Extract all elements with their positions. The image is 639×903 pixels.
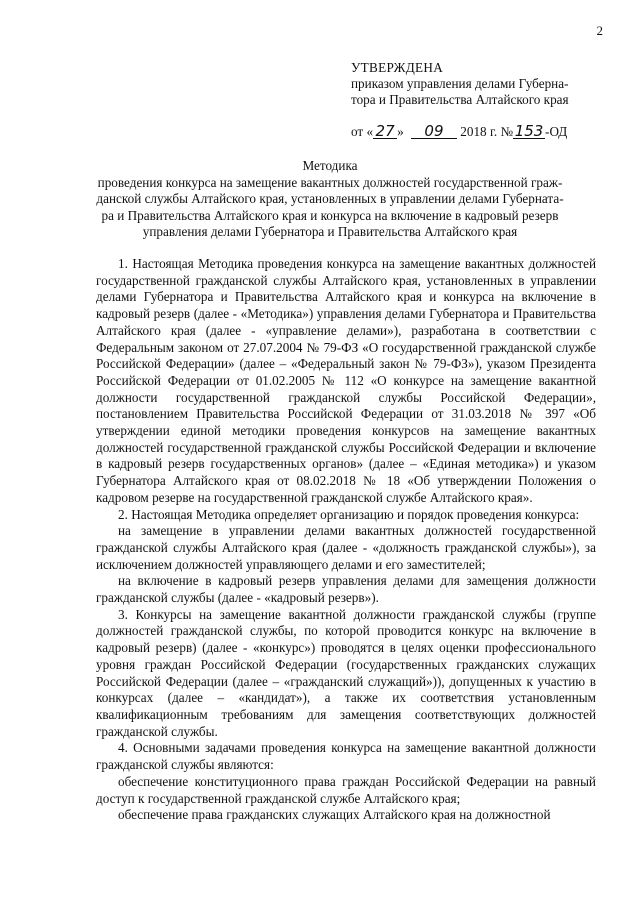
paragraph: 2. Настоящая Методика определяет организацию и порядок проведения конкурса:	[118, 506, 580, 522]
page-number: 2	[596, 23, 603, 38]
approval-title: УТВЕРЖДЕНА	[351, 60, 444, 75]
document-title	[60, 158, 600, 241]
date-prefix: от «	[351, 124, 374, 139]
paragraph: 4. Основными задачами проведения конкурса на замещение вакантной должности гражданской службы являются:	[96, 740, 596, 773]
title-line-1: Методика	[302, 158, 358, 173]
date-year: 2018 г. №	[460, 124, 514, 139]
paragraph: на замещение в управлении делами вакантных должностей государственной гражданской службы Алтайского края (далее - «должность гражданской службы»), за исключением должностей управляющего делами и его заместителей;	[96, 523, 596, 572]
approval-line-2: тора и Правительства Алтайского края	[351, 92, 569, 107]
paragraph: обеспечение права гражданских служащих Алтайского края на должностной	[118, 807, 551, 823]
paragraph: обеспечение конституционного права граждан Российской Федерации на равный доступ к государственной гражданской службе Алтайского края;	[96, 773, 596, 806]
paragraph: 3. Конкурсы на замещение вакантной должности гражданской службы (группе должностей гражданской службы, по которой проводится конкурс на включение в кадровый резерв) (далее - «конкурс») проводятся в целях оценки профессионального уровня граждан Российской Федерации (государственных гражданских служащих Российской Федерации (далее – «гражданский служащий»)), допущенных к участию в конкурсах (далее – «кандидат»), а также их соответствия установленным квалификационным требованиям для замещения соответствующих должностей гражданской службы.	[96, 606, 596, 739]
title-line-2: проведения конкурса на замещение вакантных должностей государственной граж-	[97, 174, 563, 190]
paragraph: 1. Настоящая Методика проведения конкурса на замещение вакантных должностей государственной гражданской службы Алтайского края, установленных в управлении делами Губернатора и Правительства Алтайского края и конкурса на включение в кадровый резерв (далее - «Методика») управления делами Губернатора и Правительства Алтайского края (далее - «управление делами»), разработана в соответствии с Федеральным законом от 27.07.2004 № 79-ФЗ «О государственной гражданской службе Российской Федерации» (далее – «Федеральный закон № 79-ФЗ»), указом Президента Российской Федерации от 01.02.2005 № 112 «О конкурсе на замещение вакантной должности государственной гражданской службы Российской Федерации», постановлением Правительства Российской Федерации от 31.03.2018 № 397 «Об утверждении единой методики проведения конкурсов на замещение вакантных должностей государственной гражданской службы Российской Федерации и включение в кадровый резерв государственных органов» (далее – «Единая методика») и указом Губернатора Алтайского края от 08.02.2018 № 18 «Об утверждении Положения о кадровом резерве на государственной гражданской службе Алтайского края».	[96, 256, 596, 505]
number-suffix: -ОД	[545, 124, 568, 139]
title-line-3: данской службы Алтайского края, установленных в управлении делами Губерната-	[96, 191, 564, 206]
title-line-5: управления делами Губернатора и Правительства Алтайского края	[142, 224, 518, 239]
document-body	[96, 256, 596, 824]
approval-line-1: приказом управления делами Губерна-	[351, 76, 569, 91]
handwritten-day: 27	[373, 124, 397, 139]
date-mid: »	[397, 124, 404, 139]
approval-stamp	[351, 60, 611, 108]
paragraph: на включение в кадровый резерв управления делами для замещения должности гражданской службы (далее - «кадровый резерв»).	[96, 573, 596, 606]
handwritten-number: 153	[514, 122, 544, 140]
title-line-4: ра и Правительства Алтайского края и конкурса на включение в кадровый резерв	[101, 207, 559, 223]
approval-date	[351, 124, 567, 140]
handwritten-month: 09	[411, 124, 457, 139]
